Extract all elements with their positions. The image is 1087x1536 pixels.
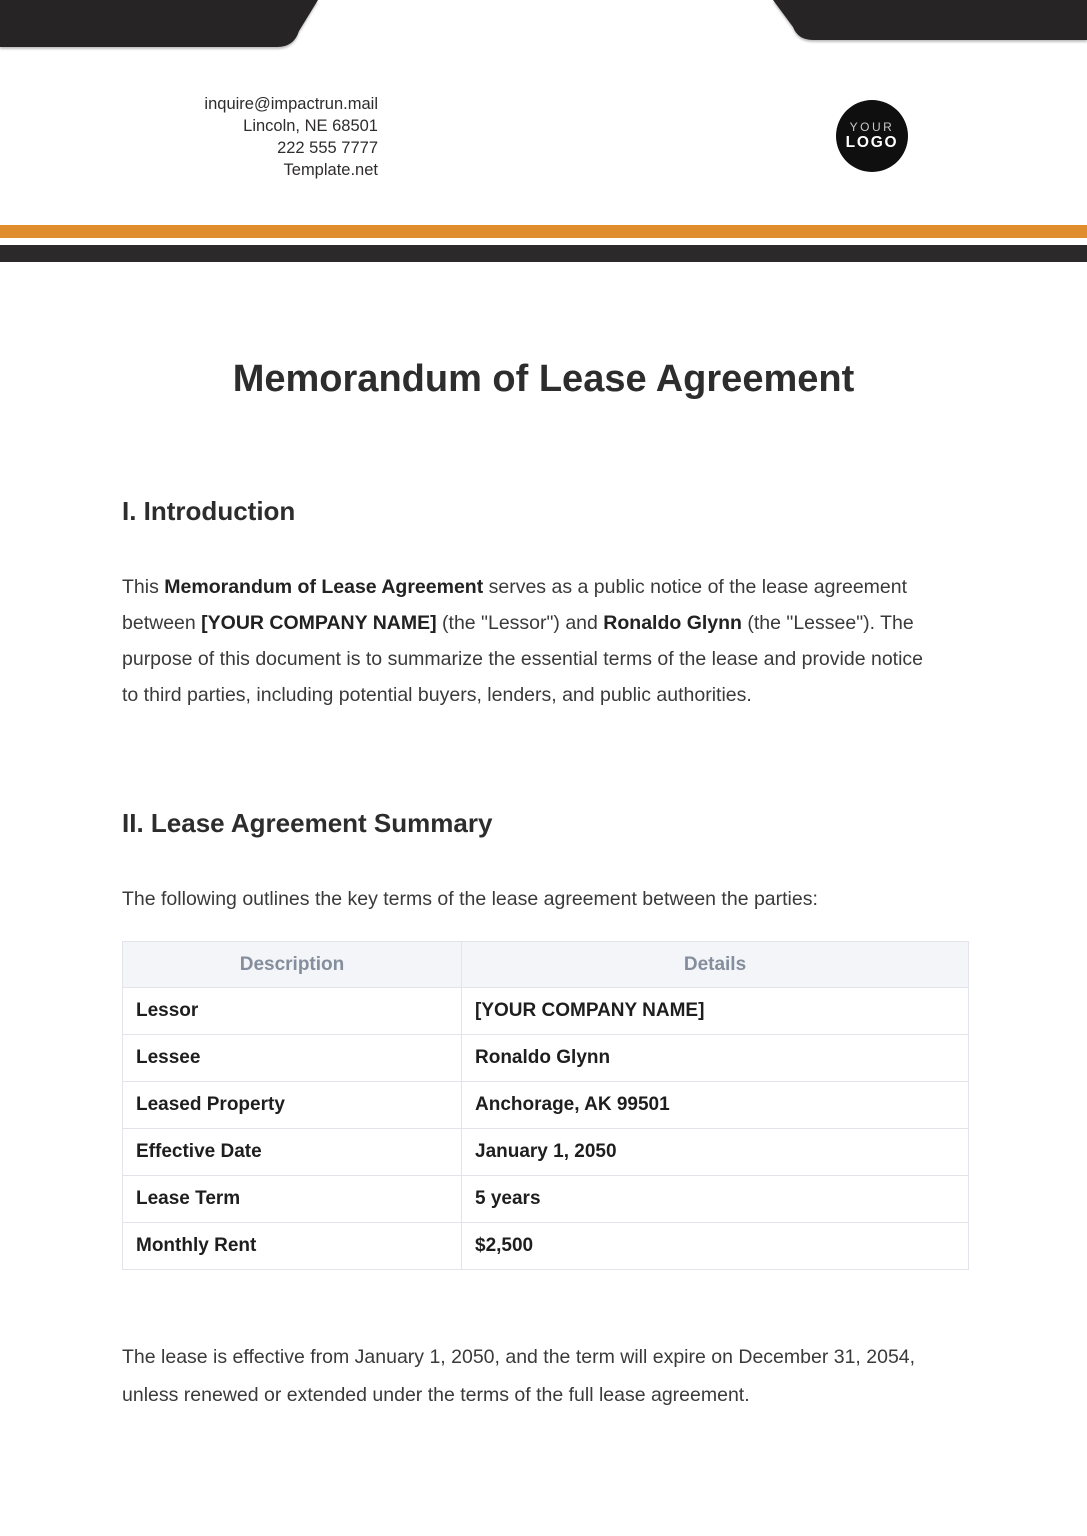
- table-row: [123, 1223, 969, 1270]
- row-value: January 1, 2050: [462, 1129, 969, 1176]
- row-value: Anchorage, AK 99501: [462, 1082, 969, 1129]
- row-label: Monthly Rent: [123, 1223, 462, 1270]
- row-label: Effective Date: [123, 1129, 462, 1176]
- section-heading-introduction: I. Introduction: [122, 496, 296, 526]
- contact-phone: 222 555 7777: [277, 139, 378, 157]
- table-row: [123, 988, 969, 1035]
- row-value: $2,500: [462, 1223, 969, 1270]
- table-header-row: [123, 942, 969, 988]
- table-row: [123, 1176, 969, 1223]
- introduction-paragraph: This Memorandum of Lease Agreement serves as a public notice of the lease agreement between [YOUR COMPANY NAME] (the "Lessor") and Ronaldo Glynn (the "Lessee"). The purpose of this document is to summarize the essential terms of the lease and provide notice to third parties, including potential buyers, lenders, and public authorities.: [122, 575, 924, 706]
- logo-text-logo: LOGO: [845, 134, 899, 151]
- row-value: [YOUR COMPANY NAME]: [462, 988, 969, 1035]
- company-logo: [836, 100, 908, 172]
- table-row: [123, 1035, 969, 1082]
- top-right-corner-shape: [773, 0, 1087, 40]
- summary-intro-paragraph: The following outlines the key terms of the lease agreement between the parties:: [122, 887, 818, 910]
- section-heading-summary: II. Lease Agreement Summary: [122, 808, 493, 838]
- contact-block: [0, 93, 378, 181]
- table-row: [123, 1129, 969, 1176]
- column-header-description: Description: [123, 942, 462, 988]
- closing-paragraph: The lease is effective from January 1, 2050, and the term will expire on December 31, 2054, unless renewed or extended under the terms of the full lease agreement.: [122, 1345, 916, 1406]
- row-value: Ronaldo Glynn: [462, 1035, 969, 1082]
- top-left-corner-shape: [0, 0, 318, 48]
- logo-text-your: YOUR: [849, 120, 895, 134]
- lease-summary-table: [122, 941, 969, 1270]
- column-header-details: Details: [462, 942, 969, 988]
- page-title: Memorandum of Lease Agreement: [232, 358, 855, 400]
- row-label: Lessee: [123, 1035, 462, 1082]
- dark-divider-bar: [0, 245, 1087, 262]
- contact-email: inquire@impactrun.mail: [204, 95, 378, 113]
- row-label: Lessor: [123, 988, 462, 1035]
- row-label: Leased Property: [123, 1082, 462, 1129]
- contact-website: Template.net: [283, 161, 378, 179]
- contact-address: Lincoln, NE 68501: [243, 117, 378, 135]
- orange-divider-bar: [0, 225, 1087, 238]
- row-label: Lease Term: [123, 1176, 462, 1223]
- table-row: [123, 1082, 969, 1129]
- row-value: 5 years: [462, 1176, 969, 1223]
